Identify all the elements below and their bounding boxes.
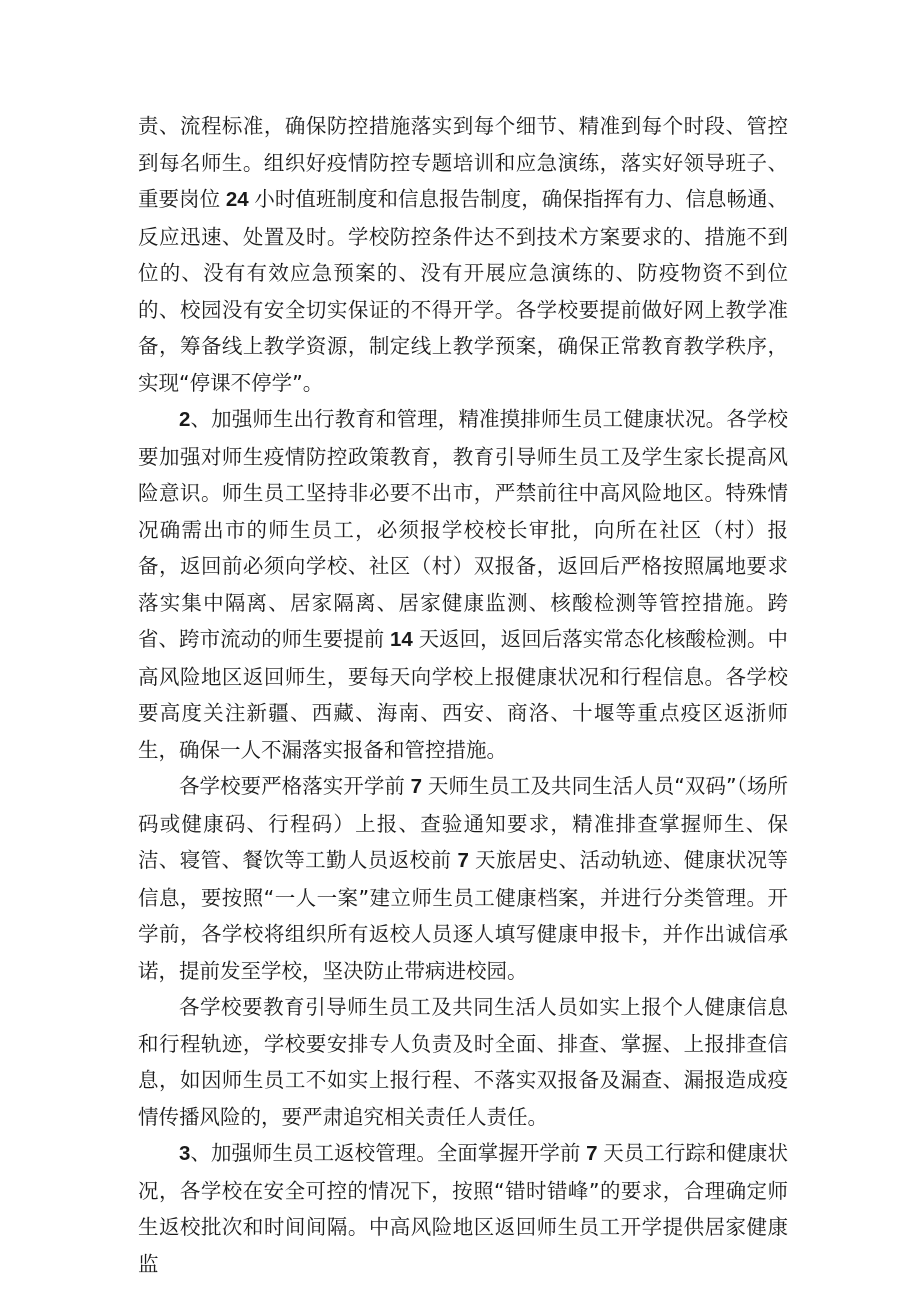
text-run: 天返回，返回后落实常态化核酸检测。中高风险地区返回师生，要每天向学校上报健康状况和行程信息。各学校要高度关注新疆、西藏、海南、西安、商洛、十堰等重点疫区返浙师生，确保一人不漏落实报备和管控措施。 xyxy=(138,627,788,762)
paragraph-reporting xyxy=(138,989,788,1135)
item-number: 3 xyxy=(179,1142,191,1165)
text-run: 、加强师生出行教育和管理，精准摸排师生员工健康状况。各学校要加强对师生疫情防控政策教育，教育引导师生员工及学生家长提高风险意识。师生员工坚持非必要不出市，严禁前往中高风险地区。特殊情况确需出市的师生员工，必须报学校校长审批，向所在社区（村）报备，返回前必须向学校、社区（村）双报备，返回后严格按照属地要求落实集中隔离、居家隔离、居家健康监测、核酸检测等管控措施。跨省、跨市流动的师生要提前 xyxy=(138,407,788,651)
paragraph-double-code xyxy=(138,768,788,989)
text-run: 责、流程标准，确保防控措施落实到每个细节、精准到每个时段、管控到每名师生。组织好疫情防控专题培训和应急演练，落实好领导班子、重要岗位 xyxy=(138,114,788,211)
paragraph-item-3 xyxy=(138,1135,788,1282)
text-run: 小时值班制度和信息报告制度，确保指挥有力、信息畅通、反应迅速、处置及时。学校防控条件达不到技术方案要求的、措施不到位的、没有有效应急预案的、没有开展应急演练的、防疫物资不到位的、校园没有安全切实保证的不得开学。各学校要提前做好网上教学准备，筹备线上教学资源，制定线上教学预案，确保正常教育教学秩序，实现“停课不停学”。 xyxy=(138,187,789,395)
number-7: 7 xyxy=(580,1142,604,1165)
text-run: 、加强师生员工返校管理。全面掌握开学前 xyxy=(190,1141,581,1165)
number-14: 14 xyxy=(384,628,419,651)
text-run: 天旅居史、活动轨迹、健康状况等信息，要按照“一人一案”建立师生员工健康档案，并进行分类管理。开学前，各学校将组织所有返校人员逐人填写健康申报卡，并作出诚信承诺，提前发至学校，坚决防止带病进校园。 xyxy=(138,848,789,983)
text-run: 天师生员工及共同生活人员“双码”（场所码或健康码、行程码）上报、查验通知要求，精准排查掌握师生、保洁、寝管、餐饮等工勤人员返校前 xyxy=(138,774,789,872)
number-7: 7 xyxy=(451,849,475,872)
number-24: 24 xyxy=(220,188,255,211)
text-run: 天员工行踪和健康状况，各学校在安全可控的情况下，按照“错时错峰”的要求，合理确定师生返校批次和时间间隔。中高风险地区返回师生员工开学提供居家健康监 xyxy=(138,1141,789,1276)
number-7: 7 xyxy=(404,775,428,798)
paragraph-item-2 xyxy=(138,401,788,768)
paragraph-continuation xyxy=(138,108,788,401)
text-run: 各学校要严格落实开学前 xyxy=(179,774,405,798)
text-run: 各学校要教育引导师生员工及共同生活人员如实上报个人健康信息和行程轨迹，学校要安排专人负责及时全面、排查、掌握、上报排查信息，如因师生员工不如实上报行程、不落实双报备及漏查、漏报造成疫情传播风险的，要严肃追究相关责任人责任。 xyxy=(138,995,788,1129)
item-number: 2 xyxy=(179,408,191,431)
document-body xyxy=(138,108,788,1282)
